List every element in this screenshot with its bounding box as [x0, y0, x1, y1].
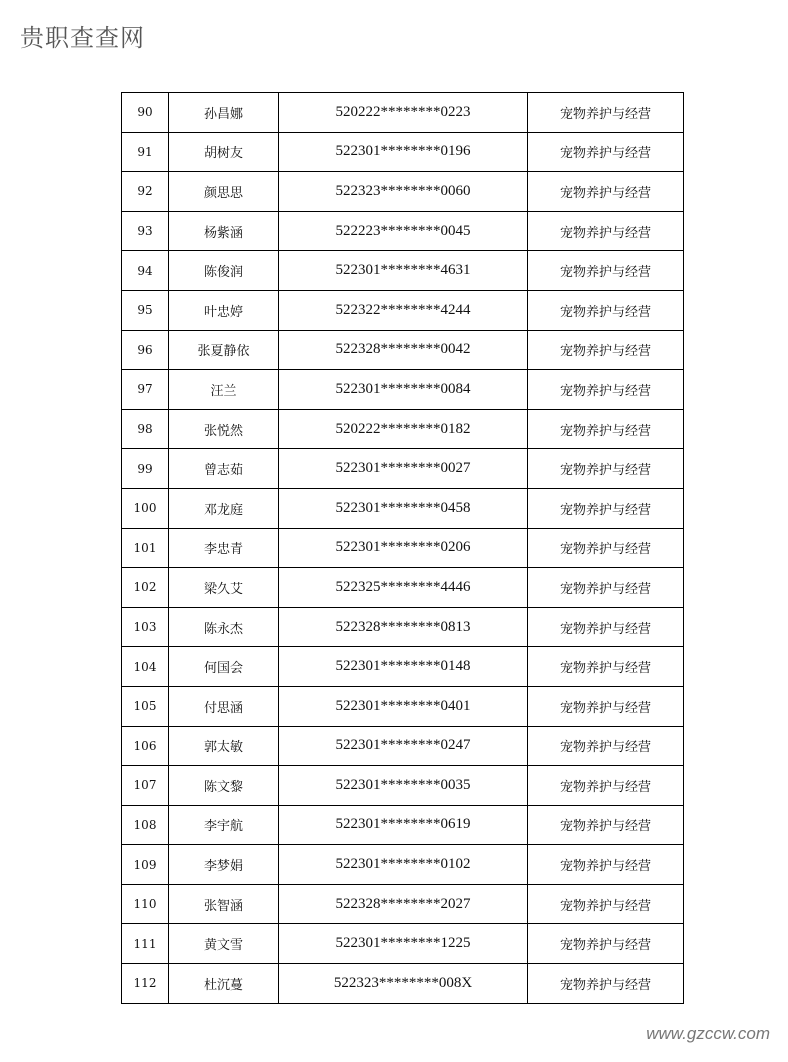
table-row	[122, 370, 684, 410]
table-row	[122, 726, 684, 766]
site-title: 贵职查查网	[20, 24, 145, 52]
major-cell: 宠物养护与经营	[528, 370, 684, 410]
student-name-cell: 杨紫涵	[169, 211, 279, 251]
id-number-cell: 522301********0196	[279, 132, 528, 172]
table-row	[122, 93, 684, 133]
student-name-cell: 李梦娟	[169, 845, 279, 885]
table-row	[122, 211, 684, 251]
student-name-cell: 陈俊润	[169, 251, 279, 291]
student-name-cell: 郭太敏	[169, 726, 279, 766]
row-number-cell: 92	[122, 172, 169, 212]
major-cell: 宠物养护与经营	[528, 766, 684, 806]
table-row	[122, 686, 684, 726]
id-number-cell: 522301********0247	[279, 726, 528, 766]
row-number-cell: 102	[122, 568, 169, 608]
id-number-cell: 522223********0045	[279, 211, 528, 251]
major-cell: 宠物养护与经营	[528, 488, 684, 528]
table-row	[122, 845, 684, 885]
major-cell: 宠物养护与经营	[528, 924, 684, 964]
id-number-cell: 522301********0148	[279, 647, 528, 687]
row-number-cell: 103	[122, 607, 169, 647]
row-number-cell: 90	[122, 93, 169, 133]
id-number-cell: 522301********0206	[279, 528, 528, 568]
row-number-cell: 107	[122, 766, 169, 806]
student-name-cell: 叶忠婷	[169, 290, 279, 330]
major-cell: 宠物养护与经营	[528, 884, 684, 924]
table-row	[122, 766, 684, 806]
site-watermark: www.gzccw.com	[646, 1024, 770, 1043]
major-cell: 宠物养护与经营	[528, 805, 684, 845]
id-number-cell: 522328********0042	[279, 330, 528, 370]
major-cell: 宠物养护与经营	[528, 726, 684, 766]
row-number-cell: 100	[122, 488, 169, 528]
major-cell: 宠物养护与经营	[528, 449, 684, 489]
student-name-cell: 陈永杰	[169, 607, 279, 647]
id-number-cell: 522323********0060	[279, 172, 528, 212]
major-cell: 宠物养护与经营	[528, 607, 684, 647]
row-number-cell: 104	[122, 647, 169, 687]
student-name-cell: 付思涵	[169, 686, 279, 726]
id-number-cell: 522301********0102	[279, 845, 528, 885]
row-number-cell: 99	[122, 449, 169, 489]
id-number-cell: 520222********0182	[279, 409, 528, 449]
row-number-cell: 106	[122, 726, 169, 766]
id-number-cell: 522301********0027	[279, 449, 528, 489]
student-name-cell: 颜思思	[169, 172, 279, 212]
student-name-cell: 张夏静依	[169, 330, 279, 370]
id-number-cell: 522301********1225	[279, 924, 528, 964]
student-name-cell: 陈文黎	[169, 766, 279, 806]
table-row	[122, 805, 684, 845]
id-number-cell: 522328********2027	[279, 884, 528, 924]
major-cell: 宠物养护与经营	[528, 251, 684, 291]
row-number-cell: 93	[122, 211, 169, 251]
table-row	[122, 172, 684, 212]
table-row	[122, 964, 684, 1004]
id-number-cell: 522322********4244	[279, 290, 528, 330]
id-number-cell: 522301********0084	[279, 370, 528, 410]
major-cell: 宠物养护与经营	[528, 647, 684, 687]
id-number-cell: 520222********0223	[279, 93, 528, 133]
student-name-cell: 张智涵	[169, 884, 279, 924]
table-row	[122, 528, 684, 568]
row-number-cell: 94	[122, 251, 169, 291]
row-number-cell: 109	[122, 845, 169, 885]
major-cell: 宠物养护与经营	[528, 528, 684, 568]
id-number-cell: 522328********0813	[279, 607, 528, 647]
id-number-cell: 522301********0035	[279, 766, 528, 806]
major-cell: 宠物养护与经营	[528, 211, 684, 251]
id-number-cell: 522301********4631	[279, 251, 528, 291]
student-name-cell: 曾志茹	[169, 449, 279, 489]
roster-table-body	[122, 93, 684, 1004]
id-number-cell: 522301********0619	[279, 805, 528, 845]
major-cell: 宠物养护与经营	[528, 964, 684, 1004]
student-name-cell: 胡树友	[169, 132, 279, 172]
student-name-cell: 邓龙庭	[169, 488, 279, 528]
roster-table	[121, 92, 684, 1004]
row-number-cell: 101	[122, 528, 169, 568]
student-name-cell: 李宇航	[169, 805, 279, 845]
major-cell: 宠物养护与经营	[528, 172, 684, 212]
student-name-cell: 梁久艾	[169, 568, 279, 608]
row-number-cell: 91	[122, 132, 169, 172]
id-number-cell: 522301********0401	[279, 686, 528, 726]
major-cell: 宠物养护与经营	[528, 132, 684, 172]
id-number-cell: 522301********0458	[279, 488, 528, 528]
major-cell: 宠物养护与经营	[528, 409, 684, 449]
table-row	[122, 409, 684, 449]
id-number-cell: 522325********4446	[279, 568, 528, 608]
table-row	[122, 924, 684, 964]
student-name-cell: 孙昌娜	[169, 93, 279, 133]
table-row	[122, 568, 684, 608]
student-name-cell: 汪兰	[169, 370, 279, 410]
table-row	[122, 251, 684, 291]
major-cell: 宠物养护与经营	[528, 93, 684, 133]
row-number-cell: 97	[122, 370, 169, 410]
table-row	[122, 884, 684, 924]
table-row	[122, 647, 684, 687]
major-cell: 宠物养护与经营	[528, 290, 684, 330]
table-row	[122, 449, 684, 489]
table-row	[122, 607, 684, 647]
table-row	[122, 488, 684, 528]
student-name-cell: 杜沉蔓	[169, 964, 279, 1004]
row-number-cell: 96	[122, 330, 169, 370]
row-number-cell: 111	[122, 924, 169, 964]
row-number-cell: 98	[122, 409, 169, 449]
id-number-cell: 522323********008X	[279, 964, 528, 1004]
major-cell: 宠物养护与经营	[528, 845, 684, 885]
row-number-cell: 108	[122, 805, 169, 845]
student-name-cell: 黄文雪	[169, 924, 279, 964]
major-cell: 宠物养护与经营	[528, 568, 684, 608]
row-number-cell: 112	[122, 964, 169, 1004]
major-cell: 宠物养护与经营	[528, 686, 684, 726]
table-row	[122, 132, 684, 172]
table-row	[122, 330, 684, 370]
major-cell: 宠物养护与经营	[528, 330, 684, 370]
student-name-cell: 何国会	[169, 647, 279, 687]
table-row	[122, 290, 684, 330]
student-name-cell: 张悦然	[169, 409, 279, 449]
student-name-cell: 李忠青	[169, 528, 279, 568]
row-number-cell: 95	[122, 290, 169, 330]
row-number-cell: 110	[122, 884, 169, 924]
row-number-cell: 105	[122, 686, 169, 726]
